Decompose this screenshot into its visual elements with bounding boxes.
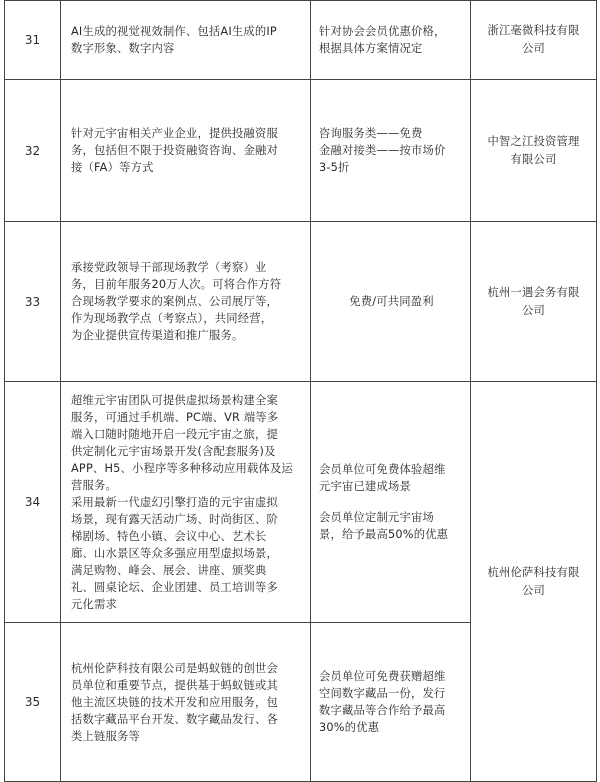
text-line: 端入口随时随地开启一段元宇宙之旅，提 xyxy=(71,427,278,441)
member-benefit xyxy=(311,1,471,80)
service-description xyxy=(61,382,311,623)
table-row xyxy=(5,80,597,222)
row-number: 31 xyxy=(5,1,61,80)
text-line: 杭州伦萨科技有限公司是蚂蚁链的创世会 xyxy=(71,661,278,675)
table-row xyxy=(5,382,597,623)
text-line: 超维元宇宙团队可提供虚拟场景构建全案 xyxy=(71,393,278,407)
text-line: 员单位和重要节点，提供基于蚂蚁链或其 xyxy=(71,678,278,692)
text-line: 杭州伦萨科技有限 xyxy=(487,565,580,579)
services-table xyxy=(4,0,597,782)
service-description xyxy=(61,1,311,80)
text-line: 数字藏品等合作给予最高 xyxy=(319,704,446,717)
company-name xyxy=(471,382,597,782)
text-line: 承接党政领导干部现场教学（考察）业 xyxy=(71,261,267,274)
text-line: 营服务。 xyxy=(71,478,117,492)
text-line: 礼、圆桌论坛、企业团建、员工培训等多 xyxy=(71,580,278,594)
text-line: 元宇宙已建成场景 xyxy=(319,480,411,493)
text-line: 针对元宇宙相关产业企业，提供投融资服 xyxy=(71,127,278,140)
table-row xyxy=(5,222,597,382)
service-description xyxy=(61,623,311,782)
text-line: 3-5折 xyxy=(319,161,350,174)
text-line: AI生成的视觉视效制作、包括AI生成的IP xyxy=(71,25,277,38)
company-name xyxy=(471,80,597,222)
company-name xyxy=(471,222,597,382)
text-line: 数字形象、数字内容 xyxy=(71,42,175,55)
company-name xyxy=(471,1,597,80)
service-description xyxy=(61,80,311,222)
text-line: 会员单位可免费体验超维 xyxy=(319,463,446,476)
row-number: 32 xyxy=(5,80,61,222)
table-row xyxy=(5,1,597,80)
text-line: 括数字藏品平台开发、数字藏品发行、各 xyxy=(71,712,278,726)
text-line: 合现场教学要求的案例点、公司展厅等， xyxy=(71,295,278,308)
text-line: 会员单位定制元宇宙场 xyxy=(319,511,434,524)
text-line: 公司 xyxy=(522,42,545,55)
text-line: 咨询服务类——免费 xyxy=(319,127,423,140)
text-line: 金融对接类——按市场价 xyxy=(319,144,446,157)
text-line: 元化需求 xyxy=(71,597,117,611)
text-line: 中智之江投资管理 xyxy=(487,134,580,148)
text-line: 公司 xyxy=(522,303,545,317)
text-line: 满足购物、峰会、展会、讲座、颁奖典 xyxy=(71,563,267,577)
member-benefit xyxy=(311,623,471,782)
text-line: 浙江毫微科技有限 xyxy=(487,24,580,37)
text-line: 景，给予最高50%的优惠 xyxy=(319,528,449,541)
text-line: 根据具体方案情况定 xyxy=(319,42,423,55)
member-benefit xyxy=(311,382,471,623)
text-line: 廊、山水景区等众多强应用型虚拟场景， xyxy=(71,546,278,560)
text-line: 免费/可共同盈利 xyxy=(349,295,434,308)
text-line: 30%的优惠 xyxy=(319,721,380,734)
text-line: 针对协会会员优惠价格， xyxy=(319,25,446,38)
text-line: 他主流区块链的技术开发和应用服务，包 xyxy=(71,695,278,709)
text-line: 为企业提供宣传渠道和推广服务。 xyxy=(71,329,244,342)
text-line: 梯剧场、特色小镇、会议中心、艺术长 xyxy=(71,529,267,543)
text-line: 服务，可通过手机端、PC端、VR 端等多 xyxy=(71,410,279,424)
text-line: 供定制化元宇宙场景开发(含配套服务)及 xyxy=(71,444,276,458)
member-benefit xyxy=(311,222,471,382)
text-line: 务，目前年服务20万人次。可将合作方符 xyxy=(71,278,282,291)
spacer xyxy=(319,495,464,509)
row-number: 35 xyxy=(5,623,61,782)
member-benefit xyxy=(311,80,471,222)
text-line: 空间数字藏品一份，发行 xyxy=(319,687,446,700)
text-line: 有限公司 xyxy=(510,152,557,166)
text-line: 杭州一遇会务有限 xyxy=(487,285,580,299)
text-line: APP、H5、小程序等多种移动应用载体及运 xyxy=(71,461,293,475)
row-number: 34 xyxy=(5,382,61,623)
text-line: 类上链服务等 xyxy=(71,729,140,743)
row-number: 33 xyxy=(5,222,61,382)
text-line: 会员单位可免费获赠超维 xyxy=(319,670,446,683)
text-line: 采用最新一代虚幻引擎打造的元宇宙虚拟 xyxy=(71,495,278,509)
text-line: 接（FA）等方式 xyxy=(71,161,154,174)
service-description xyxy=(61,222,311,382)
text-line: 务，包括但不限于投资融资咨询、金融对 xyxy=(71,144,278,157)
text-line: 场景，现有露天活动广场、时尚街区、阶 xyxy=(71,512,278,526)
text-line: 作为现场教学点（考察点），共同经营， xyxy=(71,312,273,325)
text-line: 公司 xyxy=(522,583,545,597)
